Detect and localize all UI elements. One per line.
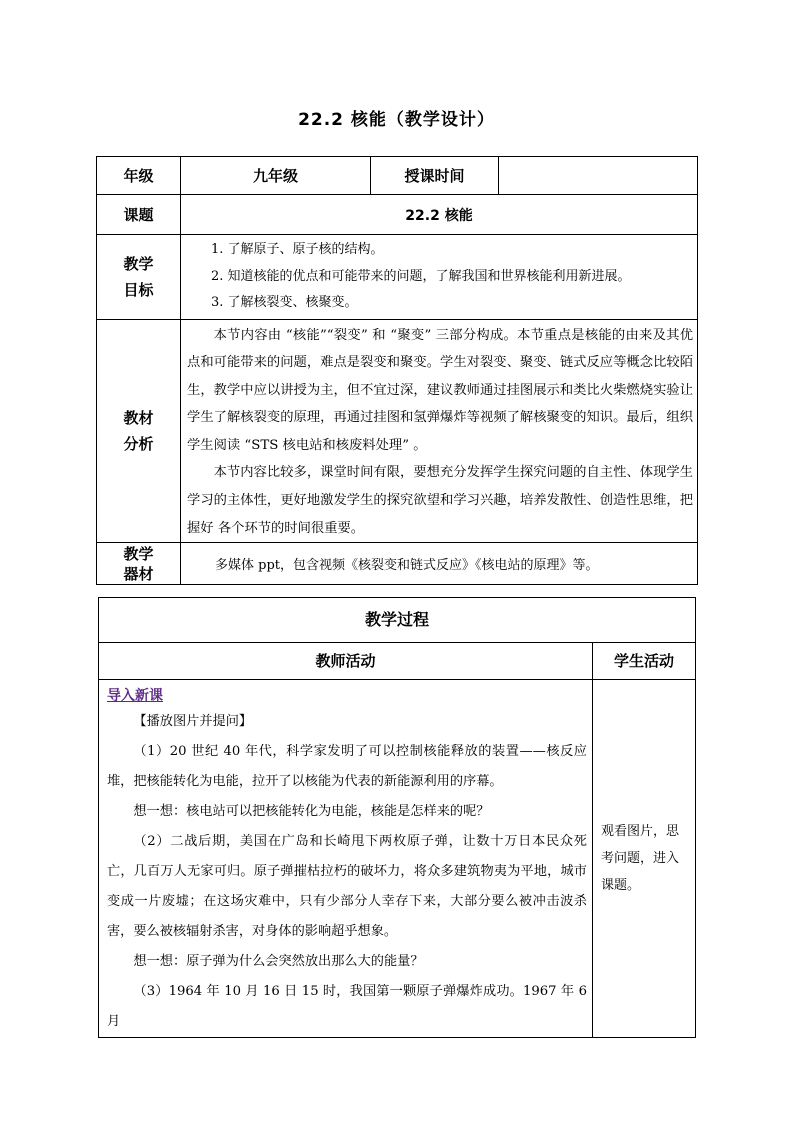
analysis-label-line1: 教材	[123, 408, 154, 427]
process-paragraph: 【播放图片并提问】	[133, 714, 253, 729]
equipment-label-line2: 器材	[123, 564, 154, 583]
equipment-label-line1: 教学	[123, 544, 154, 563]
process-content-row	[99, 680, 696, 1038]
teacher-activity-header: 教师活动	[99, 643, 593, 680]
grade-value: 九年级	[181, 157, 371, 195]
process-paragraph: 想一想：原子弹为什么会突然放出那么大的能量？	[133, 954, 424, 969]
document-title: 22.2 核能（教学设计）	[298, 110, 495, 130]
goals-label	[97, 235, 181, 320]
analysis-paragraph: 本节内容比较多，课堂时间有限，要想充分发挥学生探究问题的自主性、体现学生学习的主体性，更好地激发学生的探究欲望和学习兴趣，培养发散性、创造性思维，把握好 各个环节的时间很重要。	[187, 465, 693, 536]
student-activity-header: 学生活动	[593, 643, 696, 680]
section-title: 导入新课	[107, 688, 163, 704]
topic-value: 22.2 核能	[181, 195, 698, 235]
equipment-content: 多媒体 ppt，包含视频《核裂变和链式反应》《核电站的原理》等。	[181, 543, 698, 585]
goal-item: 3. 了解核裂变、核聚变。	[211, 295, 358, 310]
process-header-row	[99, 643, 696, 680]
lesson-info-table	[96, 156, 698, 585]
student-activity-content: 观看图片，思考问题，进入课题。	[593, 680, 696, 1038]
class-time-label: 授课时间	[371, 157, 499, 195]
analysis-row	[97, 319, 698, 543]
goal-item: 2. 知道核能的优点和可能带来的问题，了解我国和世界核能利用新进展。	[211, 268, 631, 284]
class-time-value	[499, 157, 698, 195]
grade-label: 年级	[97, 157, 181, 195]
process-paragraph: （3）1964 年 10 月 16 日 15 时，我国第一颗原子弹爆炸成功。1967 年 6 月	[107, 984, 587, 1029]
analysis-label	[97, 319, 181, 543]
process-paragraph: 想一想：核电站可以把核能转化为电能，核能是怎样来的呢？	[133, 804, 490, 819]
analysis-paragraph: 本节内容由 “核能”“裂变” 和 “聚变” 三部分构成。本节重点是核能的由来及其优点和可能带来的问题，难点是裂变和聚变。学生对裂变、聚变、链式反应等概念比较陌生，教学中应以讲授为主，但不宜过深，建议教师通过挂图展示和类比火柴燃烧实验让学生了解核裂变的原理，再通过挂图和氢弹爆炸等视频了解核聚变的知识。最后，组织学生阅读 “STS 核电站和核废料处理” 。	[187, 327, 693, 453]
goals-label-line2: 目标	[123, 280, 154, 299]
topic-row	[97, 195, 698, 235]
analysis-content	[181, 319, 698, 543]
teacher-activity-content	[99, 680, 593, 1038]
analysis-label-line2: 分析	[123, 434, 154, 453]
goal-item: 1. 了解原子、原子核的结构。	[211, 242, 384, 257]
process-title-row	[99, 598, 696, 643]
goals-row	[97, 235, 698, 320]
process-paragraph: （2）二战后期，美国在广岛和长崎甩下两枚原子弹，让数十万日本民众死亡，几百万人无家可归。原子弹摧枯拉朽的破坏力，将众多建筑物夷为平地，城市变成一片废墟；在这场灾难中，只有少部分人幸存下来，大部分要么被冲击波杀害，要么被核辐射杀害，对身体的影响超乎想象。	[107, 834, 587, 939]
equipment-row	[97, 543, 698, 585]
process-paragraph: （1）20 世纪 40 年代，科学家发明了可以控制核能释放的装置——核反应堆，把核能转化为电能，拉开了以核能为代表的新能源利用的序幕。	[107, 744, 587, 789]
process-title: 教学过程	[99, 598, 696, 643]
goals-list	[181, 235, 698, 320]
grade-row	[97, 157, 698, 195]
equipment-label	[97, 543, 181, 585]
teaching-process-table	[98, 597, 696, 1038]
topic-label: 课题	[97, 195, 181, 235]
goals-label-line1: 教学	[123, 254, 154, 273]
